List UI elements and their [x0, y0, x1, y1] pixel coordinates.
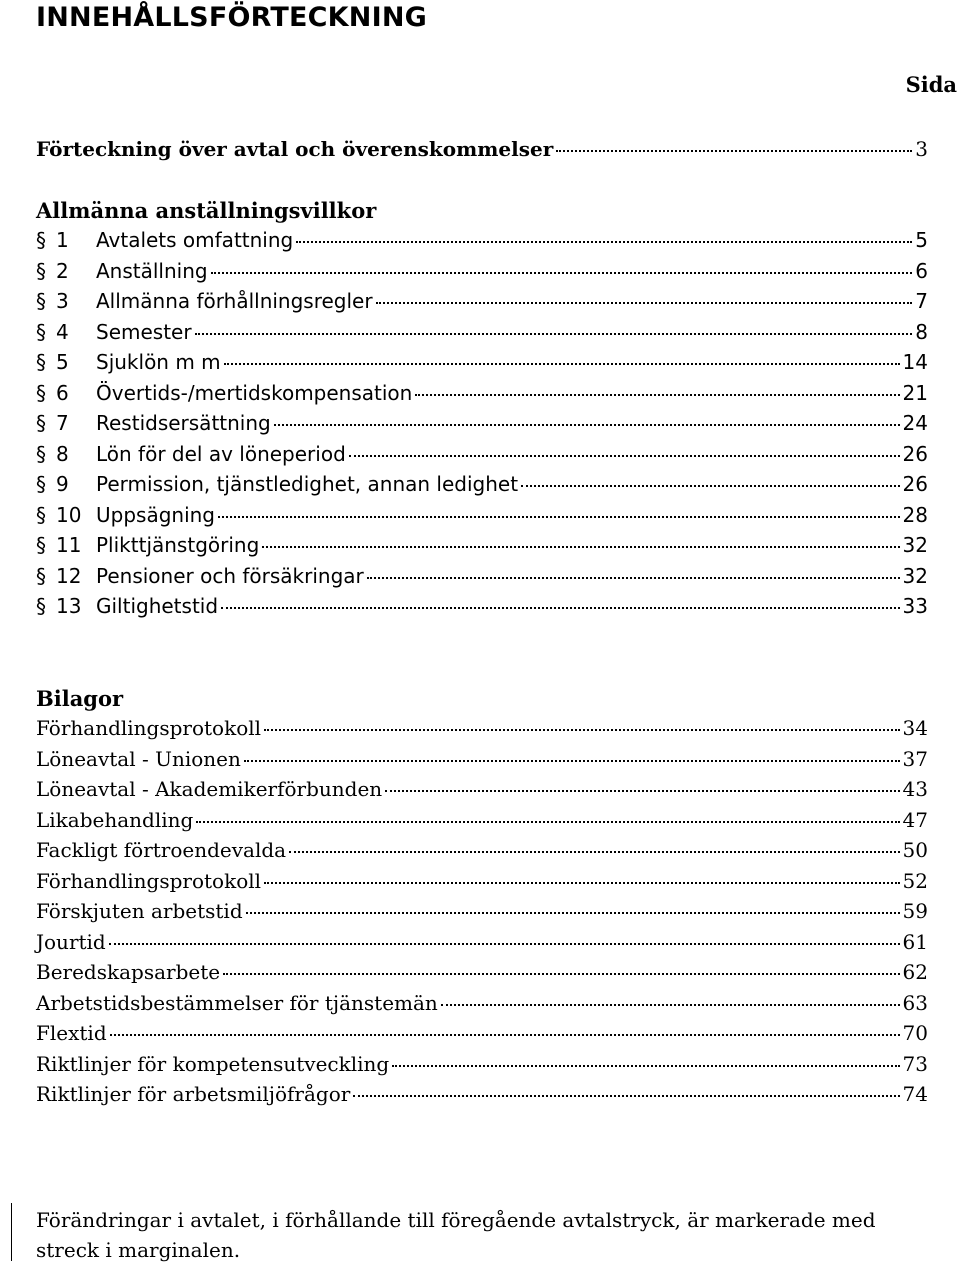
- toc-page-number: 73: [902, 1051, 928, 1076]
- dot-leader: [196, 821, 899, 823]
- toc-appendix-row: [36, 808, 928, 839]
- toc-page-number: 8: [915, 319, 928, 344]
- toc-section-row: [36, 411, 928, 442]
- section-number: 1: [56, 228, 69, 252]
- toc-section-row: [36, 350, 928, 381]
- section-label: Anställning: [96, 258, 208, 283]
- toc-appendix-row: [36, 899, 928, 930]
- section-number: 11: [56, 533, 82, 557]
- toc-page-number: 7: [915, 289, 928, 313]
- toc-page-number: 50: [902, 838, 928, 862]
- toc-page-number: 5: [915, 228, 928, 252]
- toc-overview-label: Förteckning över avtal och överenskommelser: [36, 137, 554, 161]
- dot-leader: [385, 790, 899, 792]
- appendix-label: Flextid: [36, 1021, 107, 1045]
- dot-leader: [110, 1034, 900, 1036]
- dot-leader: [246, 912, 900, 914]
- toc-section-row: [36, 442, 928, 473]
- section-label: Lön för del av löneperiod: [96, 441, 346, 466]
- section-label: Övertids-/mertidskompensation: [96, 380, 413, 405]
- section-number: 2: [56, 258, 69, 283]
- toc-page-number: 61: [902, 929, 928, 954]
- toc-page-number: 74: [902, 1082, 928, 1106]
- section-label: Allmänna förhållningsregler: [96, 289, 373, 313]
- toc-overview-row: [36, 137, 928, 168]
- toc-page-number: 43: [902, 777, 928, 801]
- toc-appendix-row: [36, 747, 928, 778]
- section-symbol: §: [36, 380, 46, 405]
- dot-leader: [376, 302, 913, 304]
- toc-appendix-row: [36, 991, 928, 1022]
- section-label: Sjuklön m m: [96, 350, 221, 374]
- dot-leader: [521, 485, 899, 487]
- toc-section-row: [36, 381, 928, 412]
- toc-appendix-row: [36, 869, 928, 900]
- toc-page-number: 63: [902, 990, 928, 1015]
- toc-appendix-row: [36, 1021, 928, 1052]
- dot-leader: [274, 424, 900, 426]
- section-number: 13: [56, 594, 82, 618]
- section-label: Uppsägning: [96, 502, 216, 527]
- toc-page-number: 26: [902, 441, 928, 466]
- toc-page-number: 32: [902, 533, 928, 557]
- section-number: 9: [56, 472, 69, 496]
- toc-page-number: 6: [915, 258, 928, 283]
- section-symbol: §: [36, 441, 46, 466]
- toc-page-number: 62: [902, 960, 928, 984]
- appendix-label: Förskjuten arbetstid: [36, 899, 243, 923]
- section-number: 5: [56, 350, 69, 374]
- section-number: 7: [56, 411, 69, 435]
- section-symbol: §: [36, 411, 46, 435]
- section-number: 8: [56, 441, 69, 466]
- section-label: Pensioner och försäkringar: [96, 563, 364, 588]
- appendix-label: Löneavtal - Unionen: [36, 746, 241, 771]
- toc-section-row: [36, 594, 928, 625]
- toc-appendix-row: [36, 777, 928, 808]
- dot-leader: [353, 1095, 899, 1097]
- section-label: Avtalets omfattning: [96, 228, 294, 252]
- appendix-label: Fackligt förtroendevalda: [36, 838, 287, 862]
- dot-leader: [415, 394, 899, 396]
- appendix-label: Arbetstidsbestämmelser för tjänstemän: [36, 990, 438, 1015]
- toc-appendix-row: [36, 1052, 928, 1083]
- section-symbol: §: [36, 319, 46, 344]
- toc-appendix-row: [36, 838, 928, 869]
- section-number: 3: [56, 289, 69, 313]
- dot-leader: [244, 760, 900, 762]
- appendix-label: Riktlinjer för kompetensutveckling: [36, 1051, 390, 1076]
- toc-page-number: 26: [902, 472, 928, 496]
- section-symbol: §: [36, 502, 46, 527]
- toc-page-number: 21: [902, 380, 928, 405]
- toc-page-number: 37: [902, 746, 928, 771]
- toc-page-number: 34: [902, 716, 928, 740]
- toc-page-number: 52: [902, 868, 928, 893]
- toc-section-row: [36, 289, 928, 320]
- toc-section-row: [36, 472, 928, 503]
- dot-leader: [441, 1004, 900, 1006]
- dot-leader: [296, 241, 912, 243]
- appendix-label: Förhandlingsprotokoll: [36, 868, 262, 893]
- toc-appendix-row: [36, 930, 928, 961]
- appendix-label: Likabehandling: [36, 807, 194, 832]
- toc-appendix-row: [36, 960, 928, 991]
- dot-leader: [264, 729, 899, 731]
- toc-page-number: 59: [902, 899, 928, 923]
- toc-page-number: 33: [902, 594, 928, 618]
- section-number: 4: [56, 319, 69, 344]
- toc-page-number: 3: [915, 137, 928, 161]
- section-symbol: §: [36, 594, 46, 618]
- appendix-label: Beredskapsarbete: [36, 960, 221, 984]
- change-marker: [11, 1203, 12, 1261]
- dot-leader: [109, 943, 900, 945]
- change-note: Förändringar i avtalet, i förhållande till föregående avtalstryck, är markerade med streck i marginalen.: [36, 1208, 876, 1262]
- toc-page-number: 70: [902, 1021, 928, 1045]
- dot-leader: [367, 577, 900, 579]
- section-symbol: §: [36, 258, 46, 283]
- section-label: Giltighetstid: [96, 594, 219, 618]
- toc-appendix-row: [36, 716, 928, 747]
- toc-section-row: [36, 320, 928, 351]
- dot-leader: [349, 455, 900, 457]
- section-label: Permission, tjänstledighet, annan ledighet: [96, 472, 519, 496]
- toc-section-row: [36, 503, 928, 534]
- page-column-label: Sida: [905, 72, 957, 97]
- toc-page-number: 14: [902, 350, 928, 374]
- dot-leader: [556, 150, 912, 152]
- section-symbol: §: [36, 533, 46, 557]
- appendix-label: Riktlinjer för arbetsmiljöfrågor: [36, 1082, 351, 1106]
- dot-leader: [223, 973, 899, 975]
- page-title: INNEHÅLLSFÖRTECKNING: [36, 2, 428, 33]
- appendix-label: Jourtid: [36, 929, 106, 954]
- appendix-label: Löneavtal - Akademikerförbunden: [36, 777, 383, 801]
- appendix-label: Förhandlingsprotokoll: [36, 716, 262, 740]
- toc-section-row: [36, 228, 928, 259]
- dot-leader: [195, 333, 913, 335]
- section-symbol: §: [36, 350, 46, 374]
- dot-leader: [392, 1065, 899, 1067]
- section-label: Semester: [96, 319, 192, 344]
- section-number: 12: [56, 563, 82, 588]
- toc-page-number: 28: [902, 502, 928, 527]
- toc-section-row: [36, 259, 928, 290]
- toc-page-number: 47: [902, 807, 928, 832]
- toc-section-row: [36, 564, 928, 595]
- section-label: Plikttjänstgöring: [96, 533, 260, 557]
- section-number: 10: [56, 502, 82, 527]
- dot-leader: [211, 272, 913, 274]
- section-symbol: §: [36, 228, 46, 252]
- dot-leader: [264, 882, 899, 884]
- dot-leader: [262, 546, 899, 548]
- toc-appendix-row: [36, 1082, 928, 1113]
- section-number: 6: [56, 380, 69, 405]
- section-symbol: §: [36, 289, 46, 313]
- section-symbol: §: [36, 563, 46, 588]
- section-heading: Allmänna anställningsvillkor: [36, 198, 377, 223]
- toc-page-number: 32: [902, 563, 928, 588]
- dot-leader: [224, 363, 900, 365]
- appendix-heading: Bilagor: [36, 686, 124, 711]
- toc-page-number: 24: [902, 411, 928, 435]
- dot-leader: [218, 516, 900, 518]
- section-label: Restidsersättning: [96, 411, 271, 435]
- dot-leader: [289, 851, 899, 853]
- section-symbol: §: [36, 472, 46, 496]
- toc-section-row: [36, 533, 928, 564]
- dot-leader: [221, 607, 900, 609]
